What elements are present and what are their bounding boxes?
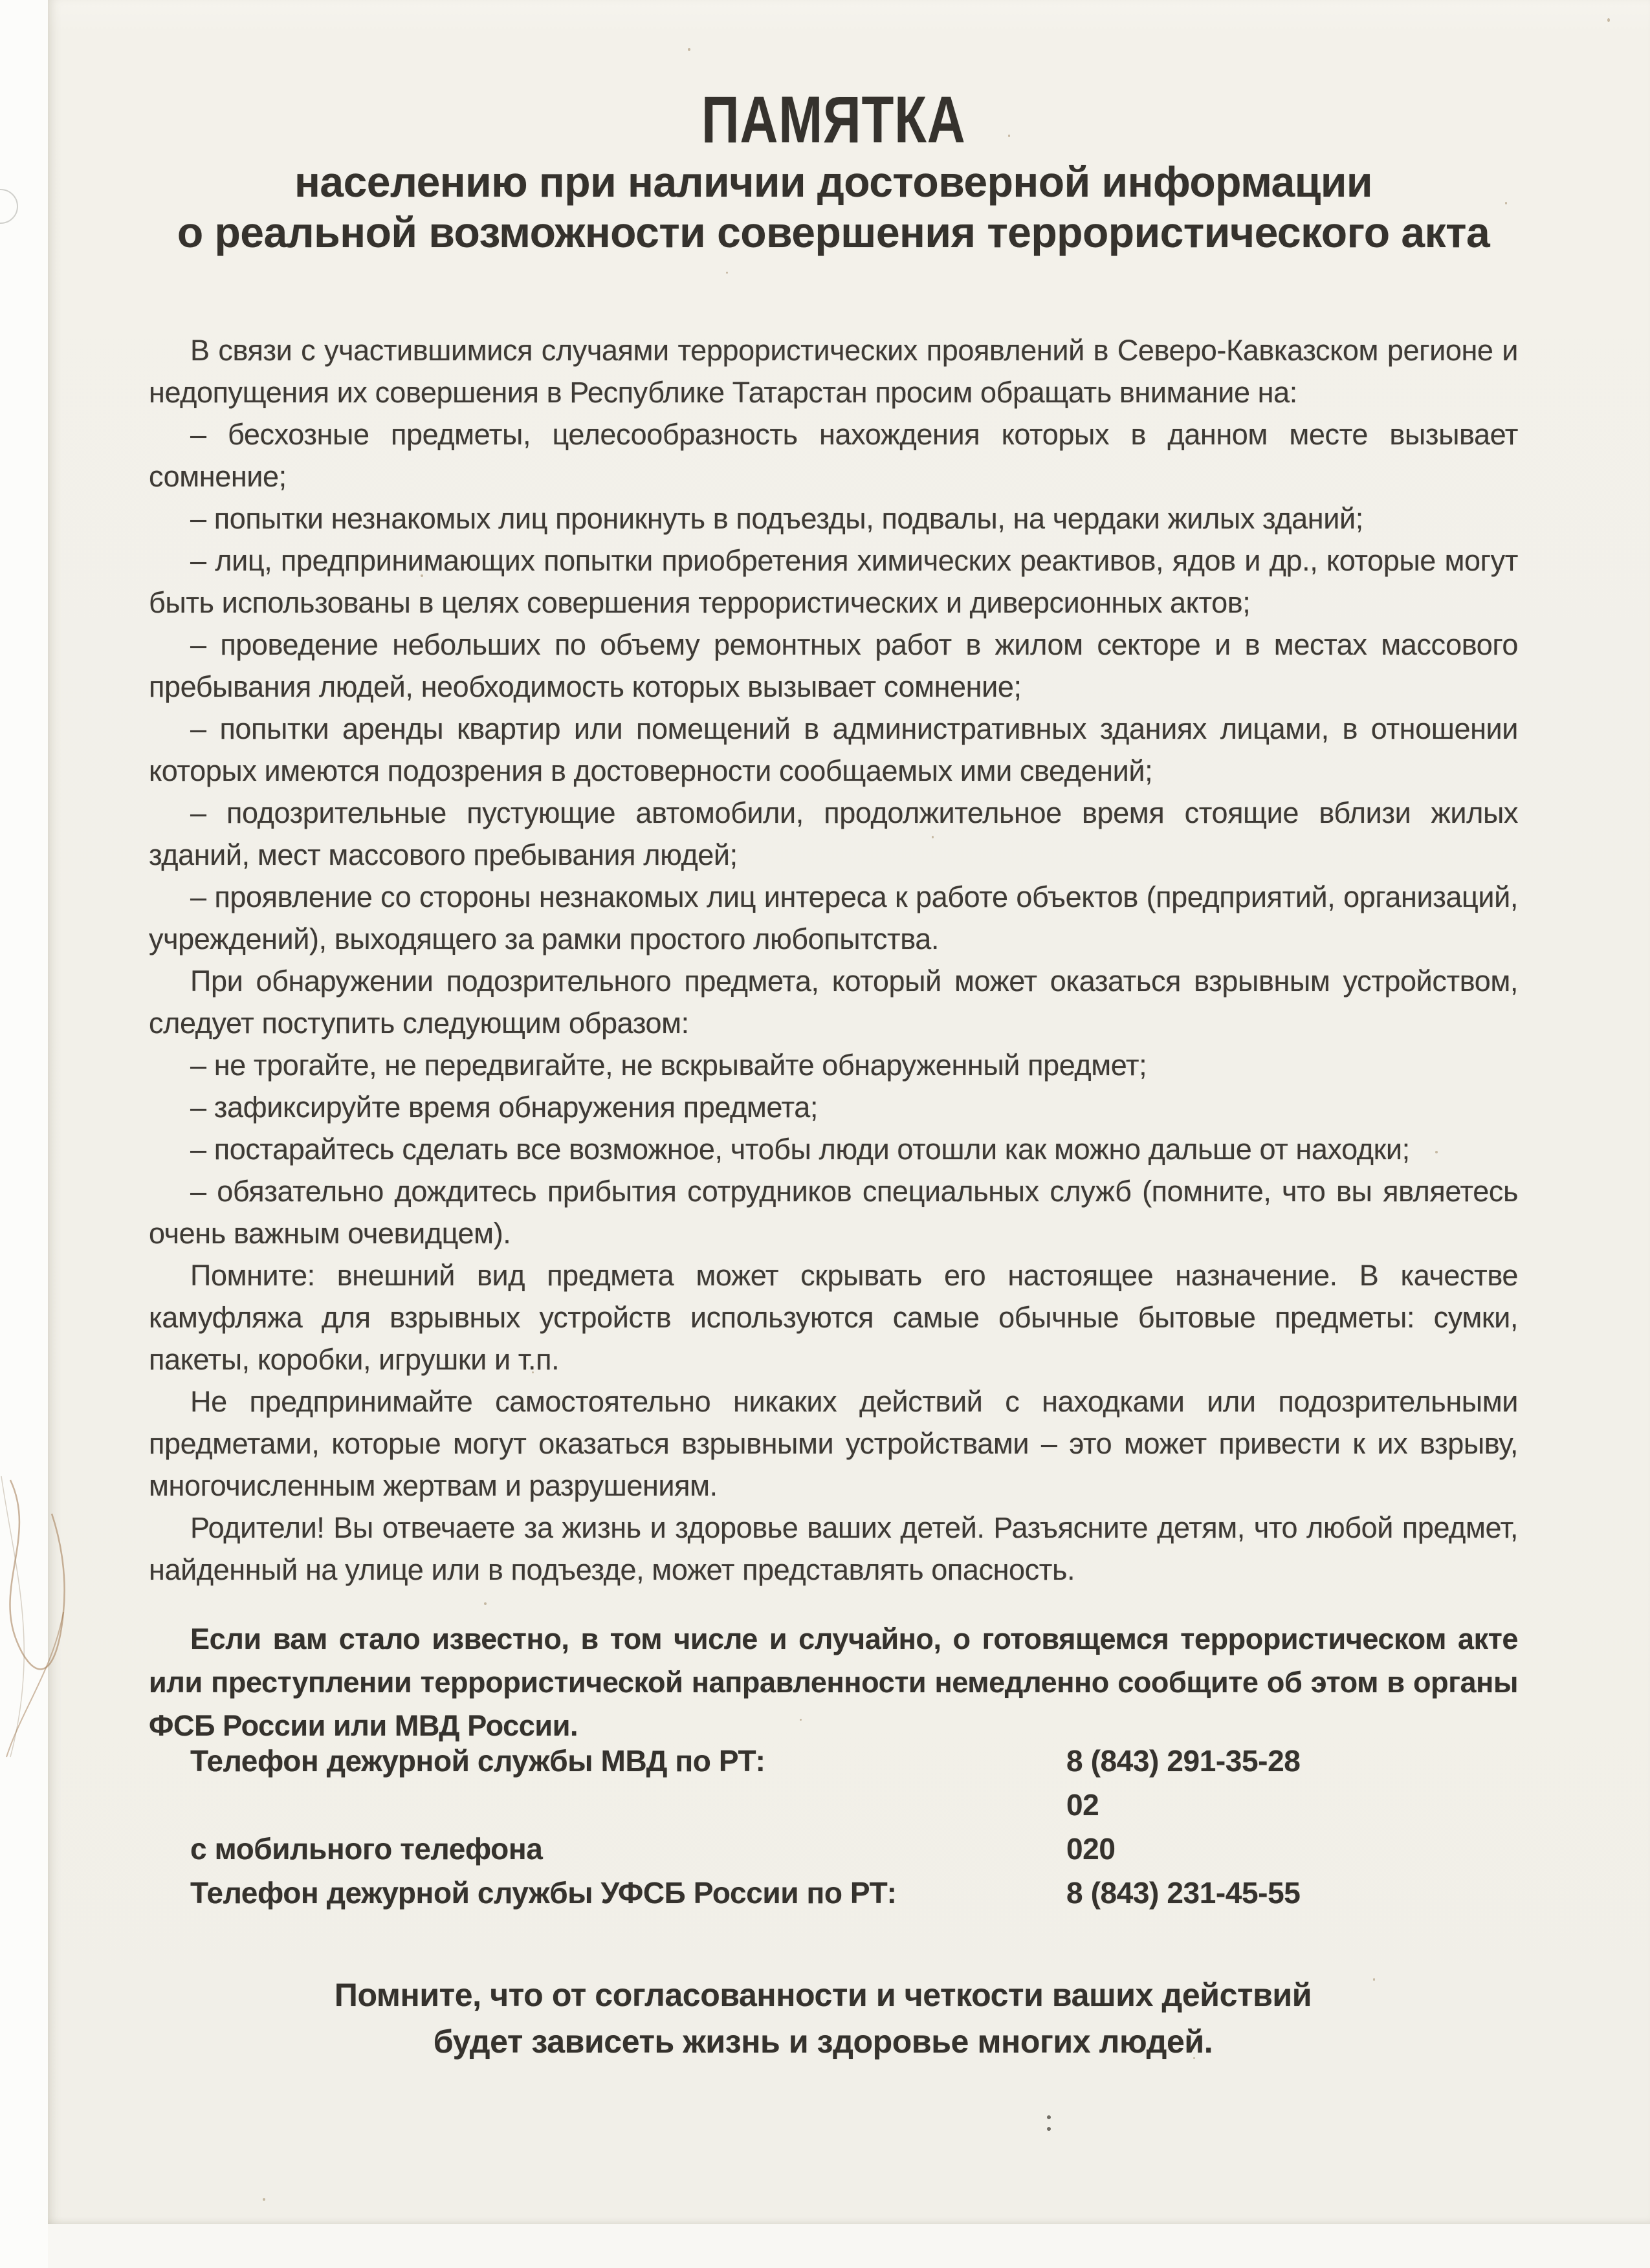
alert-paragraph [149,1617,1518,1747]
dust-speck [484,1602,487,1605]
body-paragraph: – не трогайте, не передвигайте, не вскрывайте обнаруженный предмет; [190,1049,1147,1082]
dust-speck [688,48,690,51]
colon-scan-artifact [1046,2115,1052,2135]
phone-row [149,1871,1518,1915]
page-title: ПАМЯТКА [701,83,966,157]
scanner-margin [0,0,48,2268]
body-paragraph: В связи с участившимися случаями террористических проявлений в Северо-Кавказском регионе и недопущения их совершения в Республике Татарстан просим обращать внимание на: [149,334,1518,409]
body-paragraph: Родители! Вы отвечаете за жизнь и здоровье ваших детей. Разъясните детям, что любой предмет, найденный на улице или в подъезде, может представлять опасность. [149,1511,1518,1586]
body-paragraph: – проведение небольших по объему ремонтных работ в жилом секторе и в местах массового пребывания людей, необходимость которых вызывает сомнение; [149,628,1518,703]
footer-line-1: Помните, что от согласованности и четкости ваших действий [334,1977,1312,2013]
dust-speck [1373,1978,1375,1981]
dust-speck [932,836,934,838]
hair-scan-artifact [0,1475,84,1766]
body-paragraph: Помните: внешний вид предмета может скрывать его настоящее назначение. В качестве камуфляжа для взрывных устройств используются самые обычные бытовые предметы: сумки, пакеты, коробки, игрушки и т.п. [149,1259,1518,1376]
dust-speck [1607,18,1610,22]
dust-speck [1008,135,1010,137]
dust-speck [532,1371,534,1373]
dust-speck [1435,1151,1438,1153]
phone-number: 8 (843) 231-45-55 [1066,1876,1301,1910]
subtitle-line-2: о реальной возможности совершения террористического акта [177,208,1490,256]
body-paragraph: При обнаружении подозрительного предмета, который может оказаться взрывным устройством, следует поступить следующим образом: [149,965,1518,1040]
dust-speck [421,574,423,577]
phone-label: Телефон дежурной службы МВД по РТ: [190,1744,765,1778]
footer-note [138,1972,1508,2065]
body-paragraph: – обязательно дождитесь прибытия сотрудников специальных служб (помните, что вы являетесь очень важным очевидцем). [149,1175,1518,1250]
phone-number: 8 (843) 291-35-28 [1066,1744,1301,1778]
body-paragraph: – бесхозные предметы, целесообразность нахождения которых в данном месте вызывает сомнение; [149,418,1518,493]
body-paragraph: – подозрительные пустующие автомобили, продолжительное время стоящие вблизи жилых зданий, мест массового пребывания людей; [149,796,1518,871]
phone-label: Телефон дежурной службы УФСБ России по РТ: [190,1876,897,1910]
body-paragraph: – зафиксируйте время обнаружения предмета; [190,1091,818,1124]
body-paragraph: – постарайтесь сделать все возможное, чтобы люди отошли как можно дальше от находки; [190,1133,1410,1166]
dust-speck [1193,2057,1195,2059]
body-paragraph: Не предпринимайте самостоятельно никаких действий с находками или подозрительными предметами, которые могут оказаться взрывными устройствами – это может привести к их взрыву, многочисленным жертвам и разрушениям. [149,1385,1518,1502]
phone-row [149,1739,1518,1783]
alert-text: Если вам стало известно, в том числе и случайно, о готовящемся террористическом акте или преступлении террористической направленности немедленно сообщите об этом в органы ФСБ России или МВД России. [149,1622,1518,1742]
document-subtitle [149,157,1518,257]
paper-bottom-edge [48,2224,1650,2268]
dust-speck [263,2198,265,2201]
phone-label: с мобильного телефона [190,1832,543,1866]
dust-speck [1505,202,1507,204]
phone-row [149,1827,1518,1871]
phone-number: 02 [1066,1788,1099,1822]
subtitle-line-1: населению при наличии достоверной информации [294,158,1372,206]
phone-row [149,1783,1518,1827]
dust-speck [800,1719,802,1721]
dust-speck [726,272,728,274]
body-text [149,329,1518,1591]
phone-list [149,1739,1518,1915]
document-header [149,83,1518,157]
footer-line-2: будет зависеть жизнь и здоровье многих людей. [433,2023,1213,2060]
phone-number: 020 [1066,1832,1116,1866]
body-paragraph: – лиц, предпринимающих попытки приобретения химических реактивов, ядов и др., которые могут быть использованы в целях совершения террористических и диверсионных актов; [149,544,1518,619]
body-paragraph: – попытки незнакомых лиц проникнуть в подъезды, подвалы, на чердаки жилых зданий; [190,502,1363,535]
body-paragraph: – попытки аренды квартир или помещений в административных зданиях лицами, в отношении которых имеются подозрения в достоверности сообщаемых ими сведений; [149,712,1518,787]
body-paragraph: – проявление со стороны незнакомых лиц интереса к работе объектов (предприятий, организаций, учреждений), выходящего за рамки простого любопытства. [149,880,1518,955]
